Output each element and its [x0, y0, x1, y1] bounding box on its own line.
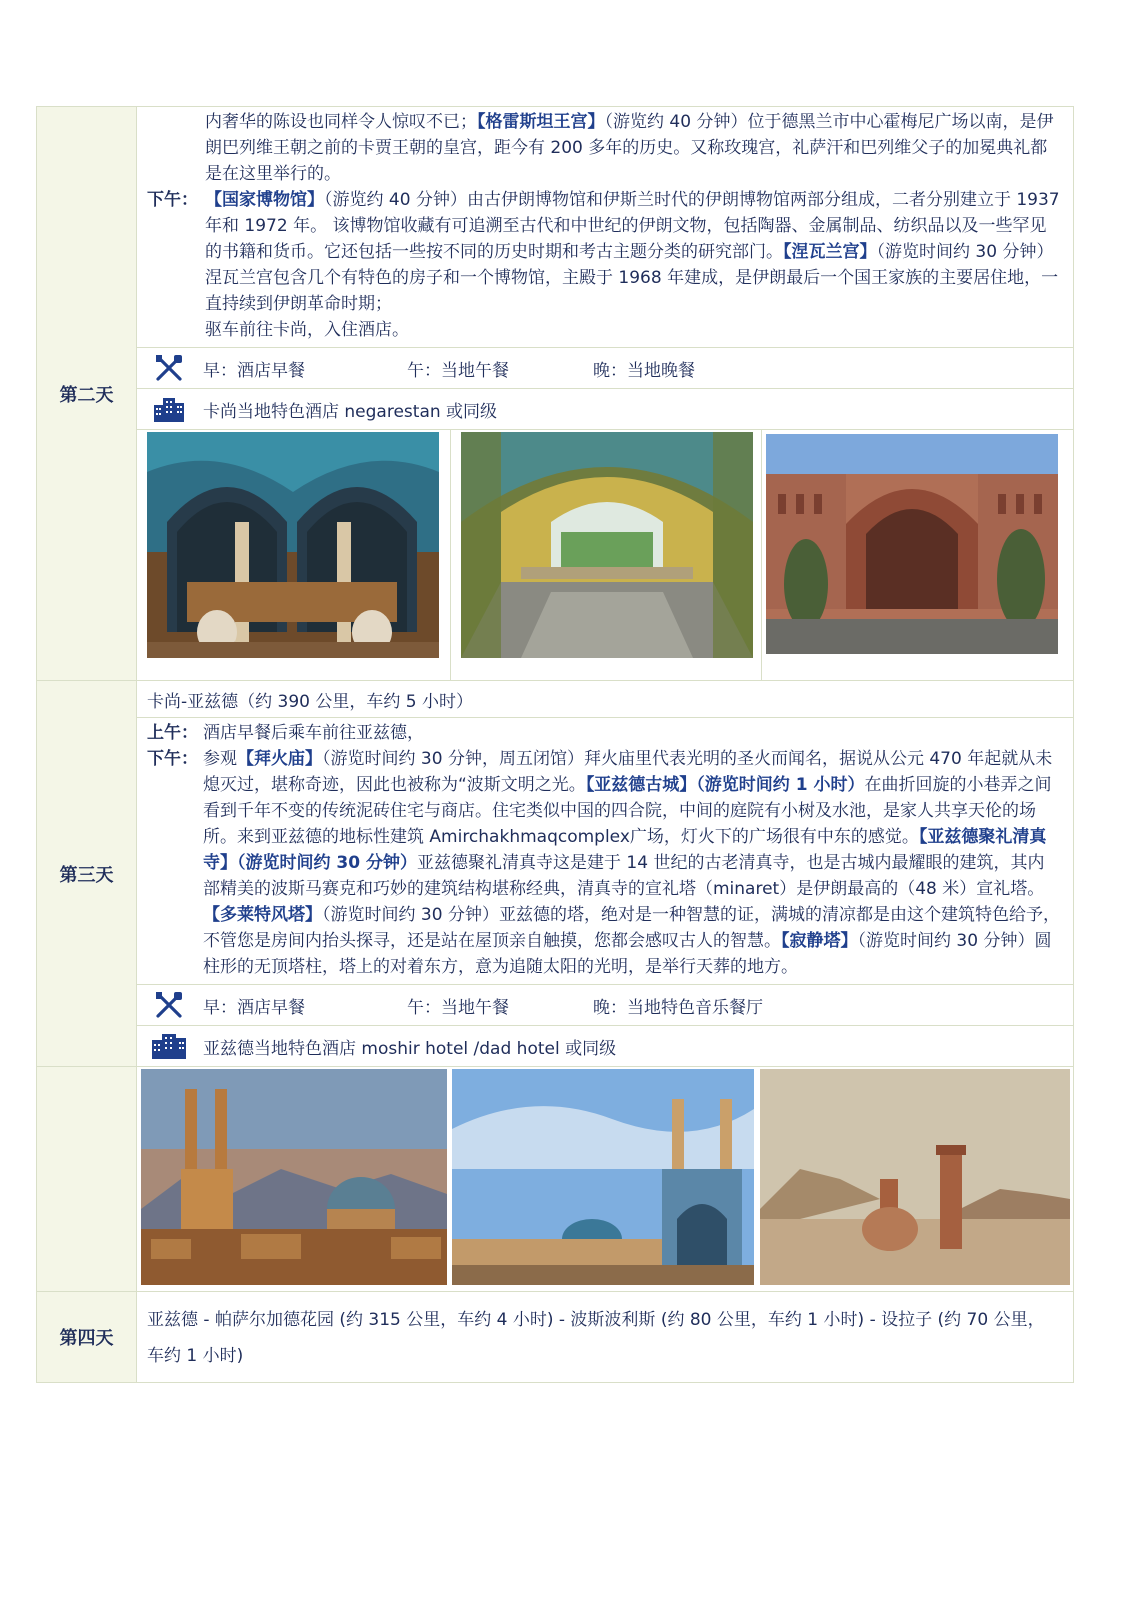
- day2-description: [137, 107, 1074, 348]
- day3-hotel-text: 亚兹德当地特色酒店 moshir hotel /dad hotel 或同级: [203, 1038, 617, 1059]
- fork-knife-icon: [151, 991, 187, 1019]
- site-dowlat-abad: 【多莱特风塔】: [203, 905, 322, 925]
- day4-label: 第四天: [37, 1292, 137, 1383]
- day3-description: [137, 681, 1074, 985]
- dinner-text: 晚：当地晚餐: [593, 360, 695, 381]
- site-tower-of-silence: 【寂静塔】: [781, 931, 858, 951]
- hotel-building-icon: [151, 395, 187, 423]
- breakfast-text: 早：酒店早餐: [203, 360, 305, 381]
- day3-route: 卡尚-亚兹德（约 390 公里，车约 5 小时）: [147, 692, 474, 712]
- hotel-building-icon: [151, 1032, 187, 1060]
- photo-yazd-skyline: [137, 1067, 448, 1291]
- day2-label: 第二天: [37, 107, 137, 681]
- day3-hotel: [137, 1026, 1073, 1066]
- day2-afternoon: 下午： 【国家博物馆】（游览约 40 分钟）由古伊朗博物馆和伊斯兰时代的伊朗博物馆两部分组成，二者分别建立于 1937 年和 1972 年。 该博物馆收藏有可追溯至古代和中世纪的伊朗文物，包括陶器、金属制品、纺织品以及一些罕见的书籍和货币。它还包括一些按不同的历史时期和考古主题分类的研究部门。【涅瓦兰宫】（游览时间约 30 分钟）涅瓦兰宫包含几个有特色的房子和一个博物馆，主殿于 1968 年建成，是伊朗最后一个国王家族的主要居住地，一直持续到伊朗革命时期； 驱车前往卡尚，入住酒店。: [147, 187, 1061, 343]
- site-yazd-old-town: 【亚兹德古城】（游览时间约 1 小时）: [585, 775, 865, 795]
- day3-photos: [137, 1067, 1073, 1291]
- fork-knife-icon: [151, 354, 187, 382]
- site-jameh-mosque: 【亚兹德聚礼清真寺】（游览时间约 30 分钟）: [203, 827, 1047, 873]
- afternoon-label: 下午：: [147, 749, 198, 769]
- itinerary-table: [36, 106, 1074, 1383]
- itinerary-sheet: [36, 106, 1073, 1383]
- breakfast-text: 早：酒店早餐: [203, 997, 305, 1018]
- morning-label: 上午：: [147, 723, 198, 743]
- day2-meals: [137, 348, 1073, 388]
- day3-label: 第三天: [37, 681, 137, 1067]
- day2-drive: 驱车前往卡尚，入住酒店。: [205, 320, 409, 340]
- day4-route: 亚兹德 - 帕萨尔加德花园 (约 315 公里，车约 4 小时) - 波斯波利斯 (约 80 公里，车约 1 小时) - 设拉子 (约 70 公里，车约 1 小时): [147, 1310, 1045, 1366]
- day2-intro: 内奢华的陈设也同样令人惊叹不已；【格雷斯坦王宫】（游览约 40 分钟）位于德黑兰市中心霍梅尼广场以南，是伊朗巴列维王朝之前的卡贾王朝的皇宫，距今有 200 多年的历史。又称玫瑰宫，礼萨汗和巴列维父子的加冕典礼都是在这里举行的。: [205, 112, 1054, 184]
- dinner-text: 晚：当地特色音乐餐厅: [593, 997, 763, 1018]
- site-niavaran-palace: 【涅瓦兰宫】: [783, 242, 877, 262]
- site-fire-temple: 【拜火庙】: [237, 749, 322, 769]
- photo-golestan-iwan: [137, 430, 451, 680]
- day2-hotel-text: 卡尚当地特色酒店 negarestan 或同级: [203, 401, 498, 422]
- day2-photos: [137, 430, 1073, 680]
- day3-afternoon: 下午： 参观【拜火庙】（游览时间约 30 分钟，周五闭馆）拜火庙里代表光明的圣火而闻名，据说从公元 470 年起就从未熄灭过，堪称奇迹，因此也被称为“波斯文明之光。【亚兹德古城】（游览时间约 1 小时）在曲折回旋的小巷弄之间看到千年不变的传统泥砖住宅与商店。住宅类似中国的四合院，中间的庭院有小树及水池，是家人共享天伦的场所。来到亚兹德的地标性建筑 Amirchakhmaqcomplex广场，灯火下的广场很有中东的感觉。【亚兹德聚礼清真寺】（游览时间约 30 分钟）亚兹德聚礼清真寺这是建于 14 世纪的古老清真寺，也是古城内最耀眼的建筑，其内部精美的波斯马赛克和巧妙的建筑结构堪称经典，清真寺的宣礼塔（minaret）是伊朗最高的（48 米）宣礼塔。【多莱特风塔】（游览时间约 30 分钟）亚兹德的塔，绝对是一种智慧的证，满城的清凉都是由这个建筑特色给予，不管您是房间内抬头探寻，还是站在屋顶亲自触摸，您都会感叹古人的智慧。【寂静塔】（游览时间约 30 分钟）圆柱形的无顶塔柱，塔上的对着东方，意为追随太阳的光明，是举行天葬的地方。: [147, 746, 1061, 980]
- photo-mirror-hall: [451, 430, 763, 680]
- photo-tower-of-silence: [754, 1067, 1073, 1291]
- day3-morning: 上午： 酒店早餐后乘车前往亚兹德，: [147, 720, 1061, 746]
- photo-national-museum: [762, 430, 1073, 680]
- site-golestan: 【格雷斯坦王宫】: [477, 112, 605, 132]
- afternoon-label: 下午：: [147, 190, 198, 210]
- lunch-text: 午：当地午餐: [407, 997, 509, 1018]
- photo-jameh-mosque: [448, 1067, 755, 1291]
- lunch-text: 午：当地午餐: [407, 360, 509, 381]
- photo-row-day-cell: [37, 1067, 137, 1292]
- day2-hotel: [137, 389, 1073, 429]
- site-national-museum: 【国家博物馆】: [205, 190, 324, 210]
- day3-meals: [137, 985, 1073, 1025]
- day2-row: [37, 107, 1074, 348]
